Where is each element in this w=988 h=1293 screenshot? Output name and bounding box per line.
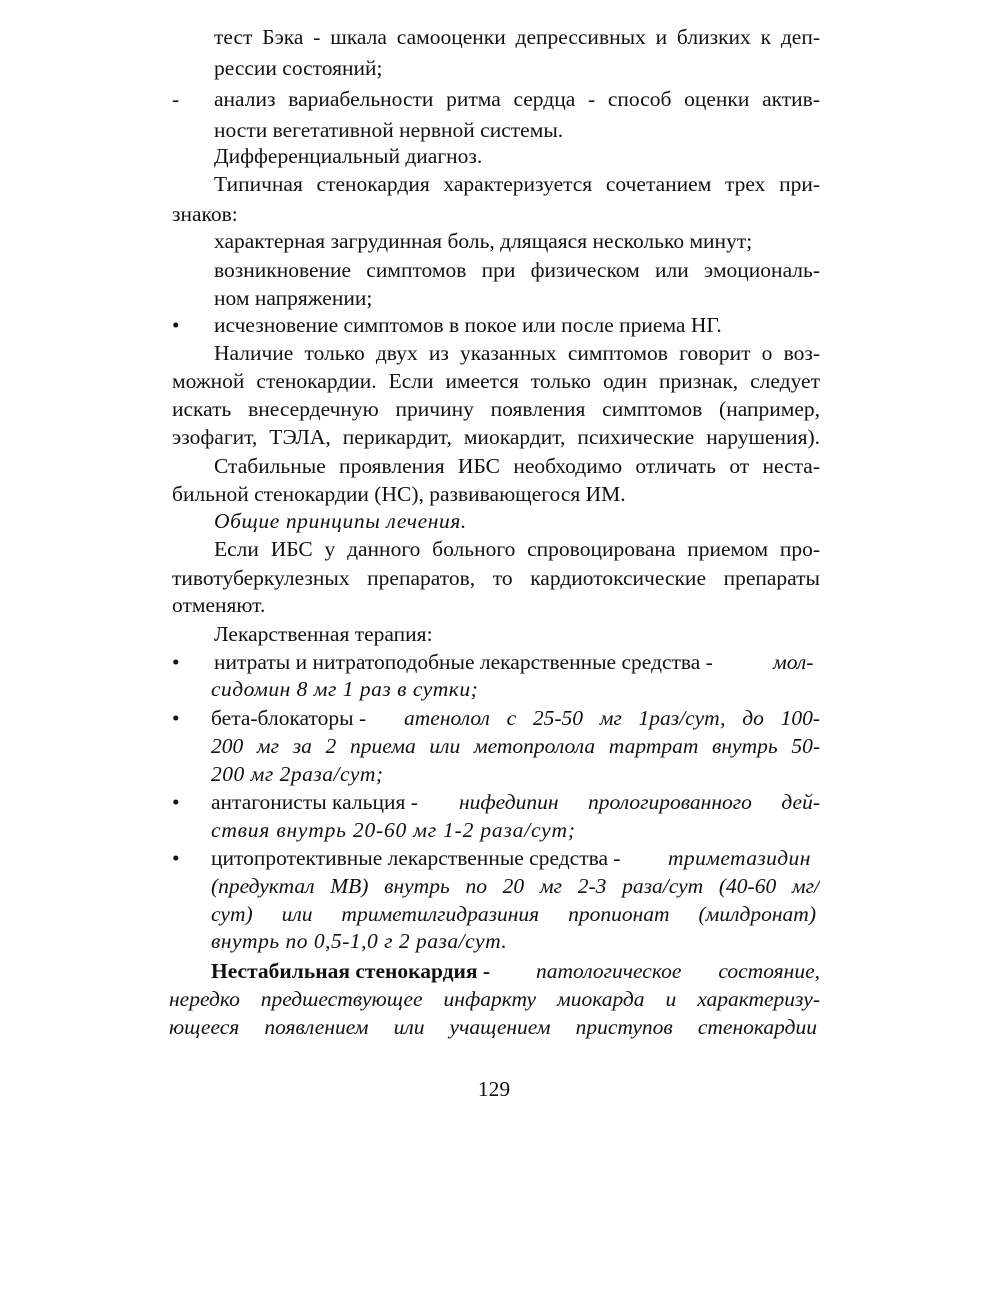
text: антагонисты кальция - bbox=[211, 790, 418, 814]
text: Стабильные проявления ИБС необходимо отличать от неста- bbox=[214, 454, 820, 478]
text: рессии состояний; bbox=[214, 56, 383, 80]
text: 200 мг 2раза/сут; bbox=[211, 762, 384, 786]
bullet-marker: • bbox=[172, 790, 180, 814]
bullet-marker: • bbox=[172, 313, 180, 337]
text: Лекарственная терапия: bbox=[214, 622, 433, 646]
text: 200 мг за 2 приема или метопролола тартрат внутрь 50- bbox=[211, 734, 820, 758]
text-line bbox=[0, 899, 988, 929]
section-heading bbox=[0, 506, 988, 536]
text-line bbox=[0, 226, 988, 256]
text-line bbox=[0, 815, 988, 845]
text-line bbox=[0, 338, 988, 368]
list-item bbox=[0, 703, 988, 733]
text-line bbox=[0, 926, 988, 956]
dash-marker: - bbox=[172, 87, 180, 111]
text: бильной стенокардии (НС), развивающегося ИМ. bbox=[172, 482, 626, 506]
text-line bbox=[0, 619, 988, 649]
text-line bbox=[0, 590, 988, 620]
list-item bbox=[0, 84, 988, 114]
text: Типичная стенокардия характеризуется сочетанием трех при- bbox=[214, 172, 820, 196]
text: ном напряжении; bbox=[214, 286, 373, 310]
text-line bbox=[0, 169, 988, 199]
text: характерная загрудинная боль, длящаяся несколько минут; bbox=[214, 229, 753, 253]
text: сут) или триметилгидразиния пропионат (милдронат) bbox=[211, 902, 816, 926]
text-line bbox=[0, 199, 988, 229]
text: бета-блокаторы - bbox=[211, 706, 367, 730]
text: ствия внутрь 20-60 мг 1-2 раза/сут; bbox=[211, 818, 576, 842]
text-line bbox=[0, 674, 988, 704]
text: знаков: bbox=[172, 202, 238, 226]
text-line bbox=[0, 255, 988, 285]
text: цитопротективные лекарственные средства - bbox=[211, 846, 621, 870]
bullet-marker: • bbox=[172, 846, 180, 870]
text-line bbox=[0, 366, 988, 396]
text: нередко предшествующее инфаркту миокарда и характеризу- bbox=[169, 987, 820, 1011]
text: тест Бэка - шкала самооценки депрессивных и близких к деп- bbox=[214, 25, 820, 49]
text-line bbox=[0, 53, 988, 83]
text-line bbox=[0, 1012, 988, 1042]
text: Дифференциальный диагноз. bbox=[214, 144, 483, 168]
term-heading: Нестабильная стенокардия - bbox=[211, 959, 491, 983]
text: мол- bbox=[773, 650, 814, 674]
text: атенолол с 25-50 мг 1раз/сут, до 100- bbox=[404, 706, 820, 730]
text: ности вегетативной нервной системы. bbox=[214, 118, 564, 142]
text-line bbox=[0, 731, 988, 761]
text: исчезновение симптомов в покое или после приема НГ. bbox=[214, 313, 722, 337]
text: отменяют. bbox=[172, 593, 266, 617]
text-line bbox=[0, 283, 988, 313]
text: анализ вариабельности ритма сердца - способ оценки актив- bbox=[214, 87, 820, 111]
list-item bbox=[0, 787, 988, 817]
text: Общие принципы лечения. bbox=[214, 509, 467, 533]
text-line bbox=[0, 984, 988, 1014]
bullet-marker: • bbox=[172, 706, 180, 730]
text-line bbox=[0, 394, 988, 424]
text: ющееся появлением или учащением приступов стенокардии bbox=[169, 1015, 817, 1039]
text: патологическое состояние, bbox=[536, 959, 820, 983]
text-line bbox=[0, 451, 988, 481]
text: искать внесердечную причину появления симптомов (например, bbox=[172, 397, 820, 421]
page-number: 129 bbox=[477, 1077, 511, 1101]
bullet-marker: • bbox=[172, 650, 180, 674]
text: сидомин 8 мг 1 раз в сутки; bbox=[211, 677, 479, 701]
text: триметазидин bbox=[668, 846, 811, 870]
text: нитраты и нитратоподобные лекарственные средства - bbox=[214, 650, 713, 674]
text: нифедипин прологированного дей- bbox=[459, 790, 820, 814]
text-line bbox=[0, 759, 988, 789]
text: тивотуберкулезных препаратов, то кардиотоксические препараты bbox=[172, 566, 820, 590]
text-line bbox=[0, 534, 988, 564]
list-item bbox=[0, 647, 988, 677]
text-line bbox=[0, 563, 988, 593]
text: (предуктал МВ) внутрь по 20 мг 2-3 раза/сут (40-60 мг/ bbox=[211, 874, 820, 898]
text: можной стенокардии. Если имеется только один признак, следует bbox=[172, 369, 820, 393]
text-line bbox=[0, 871, 988, 901]
text: Наличие только двух из указанных симптомов говорит о воз- bbox=[214, 341, 820, 365]
text-line bbox=[0, 22, 988, 52]
text: возникновение симптомов при физическом или эмоциональ- bbox=[214, 258, 820, 282]
text: Если ИБС у данного больного спровоцирована приемом про- bbox=[214, 537, 820, 561]
list-item bbox=[0, 310, 988, 340]
text-line bbox=[0, 479, 988, 509]
text: эзофагит, ТЭЛА, перикардит, миокардит, психические нарушения). bbox=[172, 425, 820, 449]
list-item bbox=[0, 843, 988, 873]
text-line bbox=[0, 956, 988, 986]
text: внутрь по 0,5-1,0 г 2 раза/сут. bbox=[211, 929, 508, 953]
text-line bbox=[0, 141, 988, 171]
text-line bbox=[0, 422, 988, 452]
